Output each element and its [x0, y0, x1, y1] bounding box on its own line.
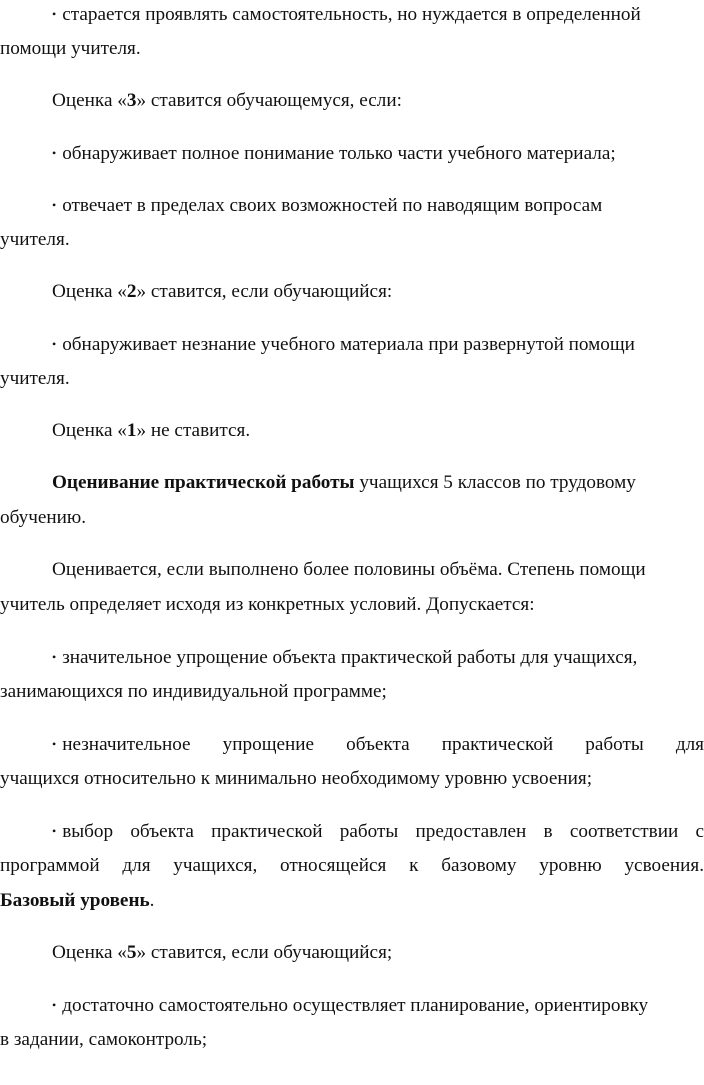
heading-bold: Оценивание практической работы — [52, 472, 355, 493]
text-line: учитель определяет исходя из конкретных условий. Допускается: — [0, 594, 535, 615]
bullet-icon: • — [52, 198, 57, 212]
text-line: учащихся относительно к минимально необходимому уровню усвоения; — [0, 768, 593, 789]
bullet-text: значительное упрощение объекта практической работы для учащихся, — [62, 647, 638, 668]
bullet-item — [0, 819, 704, 843]
grade-value: 3 — [126, 90, 137, 111]
bullet-text: старается проявлять самостоятельность, но нуждается в определенной — [62, 4, 641, 25]
bullet-item — [0, 2, 704, 26]
text-line: учителя. — [0, 368, 70, 389]
bullet-icon: • — [52, 146, 57, 160]
bullet-text: выбор объекта практической работы предоставлен в соответствии с — [62, 821, 704, 842]
bullet-icon: • — [52, 650, 57, 664]
grade-paragraph: Оценка «5» ставится, если обучающийся; — [52, 942, 393, 963]
text-line: обучению. — [0, 507, 87, 528]
bold-phrase: Базовый уровень — [0, 890, 150, 911]
bullet-icon: • — [52, 824, 57, 838]
bullet-icon: • — [52, 337, 57, 351]
text-line: Базовый уровень. — [0, 890, 155, 911]
grade-paragraph: Оценка «3» ставится обучающемуся, если: — [52, 90, 402, 111]
bullet-icon: • — [52, 998, 57, 1012]
grade-value: 2 — [126, 281, 137, 302]
bullet-text: обнаруживает незнание учебного материала при развернутой помощи — [62, 334, 635, 355]
bullet-icon: • — [52, 737, 57, 751]
grade-paragraph: Оценка «1» не ставится. — [52, 420, 251, 441]
bullet-icon: • — [52, 7, 57, 21]
bullet-text: отвечает в пределах своих возможностей по наводящим вопросам — [62, 195, 603, 216]
grade-paragraph: Оценка «2» ставится, если обучающийся: — [52, 281, 393, 302]
bullet-text: достаточно самостоятельно осуществляет планирование, ориентировку — [62, 995, 649, 1016]
text-line: занимающихся по индивидуальной программе; — [0, 681, 387, 702]
text-line: помощи учителя. — [0, 38, 141, 59]
bullet-item — [0, 732, 704, 756]
text-line: Оценивается, если выполнено более половины объёма. Степень помощи — [52, 559, 646, 580]
section-heading: Оценивание практической работы учащихся 5 классов по трудовому — [52, 472, 636, 493]
bullet-item — [0, 993, 704, 1017]
bullet-item — [0, 141, 704, 165]
text-line: программой для учащихся, относящейся к базовому уровню усвоения. — [0, 855, 704, 876]
grade-value: 5 — [126, 942, 137, 963]
bullet-item — [0, 645, 704, 669]
text-line: учителя. — [0, 229, 70, 250]
text-line: в задании, самоконтроль; — [0, 1029, 208, 1050]
bullet-item — [0, 332, 704, 356]
bullet-text: незначительное упрощение объекта практической работы для — [62, 734, 704, 755]
grade-value: 1 — [126, 420, 137, 441]
bullet-item — [0, 193, 704, 217]
bullet-text: обнаруживает полное понимание только части учебного материала; — [62, 143, 616, 164]
